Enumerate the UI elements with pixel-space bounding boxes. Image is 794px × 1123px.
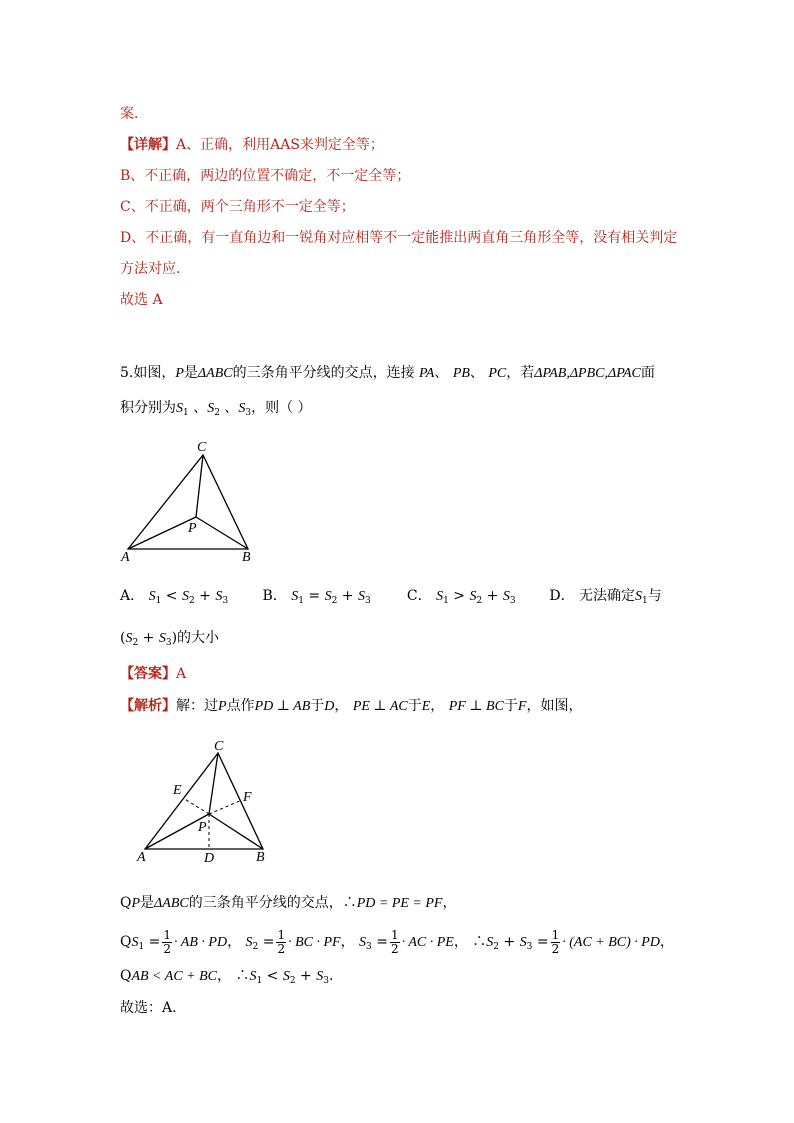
analysis-line: 【解析】解：过P点作PD ⊥ AB于D， PE ⊥ AC于E， PF ⊥ BC于F，如图， xyxy=(120,698,583,714)
triangle-figure-2 xyxy=(134,735,284,865)
proof-line-3: QAB < AC + BC， $\therefore S_1 < S_2 + S_3$． xyxy=(120,968,343,986)
prev-line-2: B、不正确，两边的位置不确定，不一定全等； xyxy=(120,168,411,184)
answer-value: A xyxy=(176,666,187,682)
analysis-tag: 【解析】 xyxy=(120,698,176,714)
options-line xyxy=(120,586,662,611)
label-B: B xyxy=(256,850,265,865)
triangle-figure-1 xyxy=(118,435,268,565)
detail-tag: 【详解】 xyxy=(120,137,176,153)
label-A: A xyxy=(137,850,146,865)
label-D: D xyxy=(204,851,215,865)
proof-choose: 故选：A． xyxy=(120,1000,187,1016)
label-C: C xyxy=(214,739,224,754)
label-A: A xyxy=(121,550,130,565)
proof-line-2: $QS_1$ = $\frac{1}{2}$ · AB · PD， $S_2$ = $\frac{1}{2}$ · BC · PF， $S_3$ = $\frac{1}{2}$ · AC · PE， $\therefore S_2 + S_3$ = $\frac{1}{2}$ · (AC + BC) · PD， xyxy=(120,927,674,956)
label-F: F xyxy=(243,790,252,805)
option-b: B． $S_1 = S_2 + S_3$ xyxy=(262,588,371,606)
prev-line-5: 方法对应． xyxy=(120,261,190,277)
label-C: C xyxy=(197,440,207,455)
label-P: P xyxy=(188,521,197,536)
label-E: E xyxy=(173,783,182,798)
answer-line xyxy=(120,664,186,684)
prev-line-3: C、不正确，两个三角形不一定全等； xyxy=(120,199,355,215)
label-P: P xyxy=(198,820,207,835)
question-line-1: 5.如图，P是ΔABC的三条角平分线的交点，连接 PA、 PB、 PC，若ΔPAB,ΔPBC,ΔPAC面 xyxy=(120,365,655,381)
label-B: B xyxy=(242,550,251,565)
question-line-2: 积分别为$S_1$ 、$S_2$ 、$S_3$，则（ ） xyxy=(120,400,312,418)
option-d: D． 无法确定$S_1$与 xyxy=(549,588,662,606)
prev-line-0: 案． xyxy=(120,106,148,122)
option-a: A． $S_1 < S_2 + S_3$ xyxy=(120,588,229,606)
answer-tag: 【答案】 xyxy=(120,666,176,682)
option-d-continued: $(S_2 + S_3)$的大小 xyxy=(120,630,220,648)
prev-line-6: 故选 A xyxy=(120,292,163,308)
proof-line-1: QP是ΔABC的三条角平分线的交点，∴PD = PE = PF， xyxy=(120,895,457,911)
prev-line-4: D、不正确，有一直角边和一锐角对应相等不一定能推出两直角三角形全等，没有相关判定 xyxy=(120,230,678,246)
option-c: C． $S_1 > S_2 + S_3$ xyxy=(406,588,516,606)
prev-detail-line: 【详解】A、正确，利用AAS来判定全等； xyxy=(120,137,384,153)
